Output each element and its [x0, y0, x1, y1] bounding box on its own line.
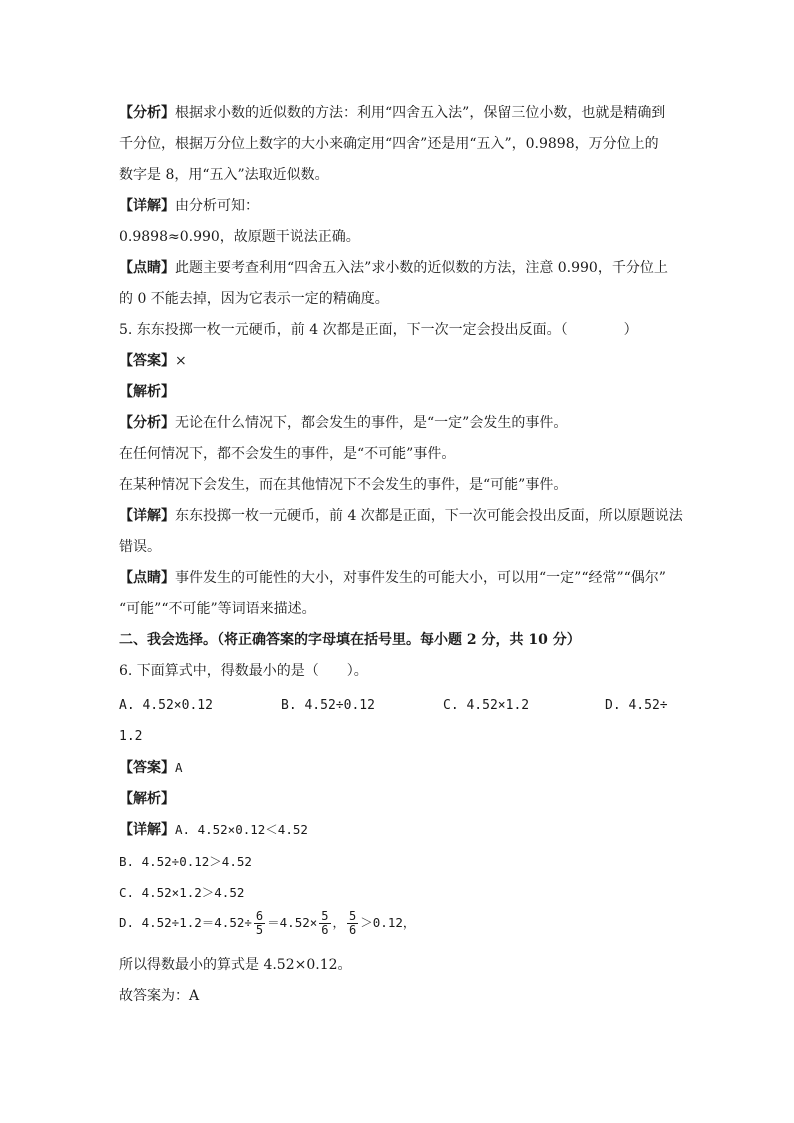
detail-q6-line-a: [119, 821, 308, 839]
detail-q6-line-d: [119, 910, 415, 937]
answer-line-q6: [119, 759, 183, 777]
tag-detail: 【详解】: [119, 822, 175, 838]
conclusion-line: 所以得数最小的算式是 4.52×0.12。: [119, 957, 352, 973]
question-5: 5. 东东投掷一枚一元硬币，前 4 次都是正面，下一次一定会投出反面。（ ）: [119, 322, 638, 338]
analysis-line-2: 千分位，根据万分位上数字的大小来确定用“四舍”还是用“五入”，0.9898，万分位上的: [119, 136, 659, 152]
tag-analysis: 【分析】: [119, 105, 175, 121]
detail-q6-line-b: B. 4.52÷0.12＞4.52: [119, 854, 252, 869]
detail-q5-line-2: 错误。: [119, 539, 161, 555]
expr-part: D. 4.52÷1.2＝4.52÷: [119, 915, 252, 930]
tag-detail: 【详解】: [119, 198, 175, 214]
tag-explanation-q5: 【解析】: [119, 384, 175, 400]
detail-result: 0.9898≈0.990，故原题干说法正确。: [119, 229, 360, 245]
comment-q5-line-1: [119, 569, 666, 587]
comment-line-2: 的 0 不能去掉，因为它表示一定的精确度。: [119, 291, 389, 307]
comment-text: 事件发生的可能性的大小，对事件发生的可能大小，可以用“一定”“经常”“偶尔”: [175, 570, 666, 586]
detail-q5-line-1: [119, 507, 683, 525]
numerator: 5: [349, 909, 357, 923]
analysis-line-1: [119, 104, 665, 122]
denominator: 6: [321, 923, 329, 937]
final-answer-line: 故答案为：A: [119, 988, 200, 1004]
tag-answer: 【答案】: [119, 760, 175, 776]
fraction-five-sixths: [347, 910, 358, 937]
tag-analysis: 【分析】: [119, 415, 175, 431]
tag-explanation-q6: 【解析】: [119, 791, 175, 807]
option-c: C. 4.52×1.2: [443, 698, 530, 713]
tag-comment: 【点睛】: [119, 570, 175, 586]
detail-text: 东东投掷一枚一元硬币，前 4 次都是正面，下一次可能会投出反面，所以原题说法: [175, 508, 683, 524]
denominator: 6: [349, 923, 357, 937]
answer-value: A: [175, 760, 183, 775]
answer-value: ×: [175, 353, 187, 369]
numerator: 6: [255, 909, 264, 923]
option-d-continued: 1.2: [119, 729, 143, 744]
comment-line-1: [119, 259, 668, 277]
option-a: A. 4.52×0.12: [119, 698, 213, 713]
expr-part: ＝4.52×: [267, 915, 318, 930]
section-heading: 二、我会选择。（将正确答案的字母填在括号里。每小题 2 分，共 10 分）: [119, 632, 581, 648]
analysis-text: 根据求小数的近似数的方法：利用“四舍五入法”，保留三位小数，也就是精确到: [175, 105, 666, 121]
question-6: 6. 下面算式中，得数最小的是（ ）。: [119, 663, 368, 679]
expr-part: ＞0.12，: [360, 915, 416, 930]
answer-line-q5: [119, 352, 187, 370]
analysis-text: 无论在什么情况下，都会发生的事件，是“一定”会发生的事件。: [175, 415, 568, 431]
fraction-six-fifths: [254, 910, 265, 937]
analysis-q5-line-2: 在任何情况下，都不会发生的事件，是“不可能”事件。: [119, 446, 456, 462]
detail-q6-line-c: C. 4.52×1.2＞4.52: [119, 885, 245, 900]
tag-answer: 【答案】: [119, 353, 175, 369]
detail-text: 由分析可知：: [175, 198, 259, 214]
detail-line: [119, 197, 259, 215]
comment-text: 此题主要考查利用“四舍五入法”求小数的近似数的方法，注意 0.990，千分位上: [175, 260, 668, 276]
analysis-line-3: 数字是 8，用“五入”法取近似数。: [119, 167, 329, 183]
comment-q5-line-2: “可能”“不可能”等词语来描述。: [119, 601, 316, 617]
tag-detail: 【详解】: [119, 508, 175, 524]
expr-part: ，: [332, 915, 346, 930]
detail-text: A. 4.52×0.12＜4.52: [175, 822, 308, 837]
option-b: B. 4.52÷0.12: [281, 698, 375, 713]
denominator: 5: [255, 923, 264, 937]
tag-comment: 【点睛】: [119, 260, 175, 276]
numerator: 5: [321, 909, 329, 923]
fraction-five-sixths: [319, 910, 330, 937]
analysis-q5-line-3: 在某种情况下会发生，而在其他情况下不会发生的事件，是“可能”事件。: [119, 477, 568, 493]
option-d: D. 4.52÷: [605, 698, 668, 713]
analysis-q5-line-1: [119, 414, 567, 432]
